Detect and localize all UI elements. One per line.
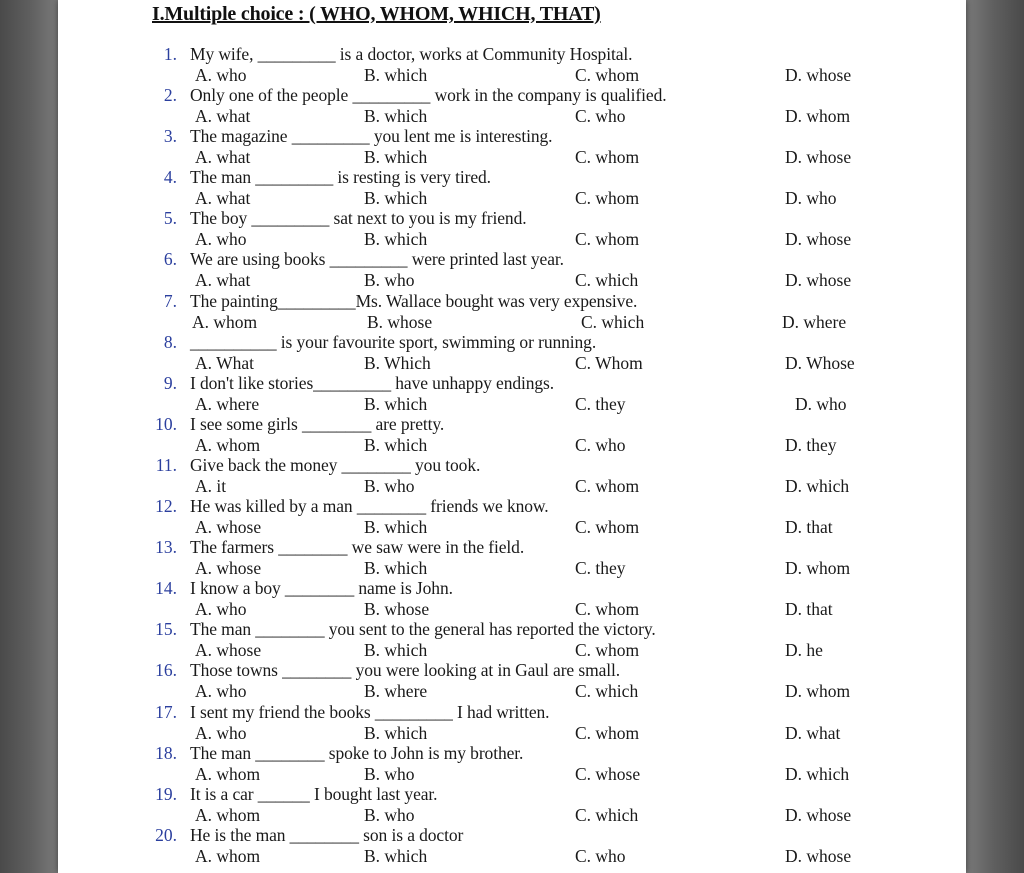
question-item (0, 496, 1024, 537)
option-a: A. whom (195, 434, 261, 455)
answer-options (0, 476, 1024, 496)
option-b: B. whose (364, 599, 430, 620)
question-number: 8. (163, 331, 177, 352)
option-a: A. who (195, 65, 247, 85)
option-d: D. they (785, 434, 837, 455)
option-c: C. whom (575, 475, 640, 496)
option-b: B. which (364, 640, 428, 661)
question-item (0, 537, 1024, 578)
question-line (0, 332, 1024, 353)
question-number: 11. (155, 454, 177, 475)
question-item (0, 825, 1024, 866)
option-c: C. whom (575, 65, 640, 85)
option-d: D. where (782, 311, 847, 332)
option-d: D. what (785, 722, 841, 743)
option-a: A. who (195, 229, 247, 250)
answer-options (0, 65, 1024, 85)
answer-options (0, 270, 1024, 290)
question-text: The man ________ you sent to the general has reported the victory. (190, 619, 656, 640)
option-c: C. whom (575, 147, 640, 168)
option-a: A. what (195, 270, 251, 291)
option-c: C. which (575, 804, 639, 825)
question-text: Give back the money ________ you took. (190, 454, 481, 475)
option-c: C. they (575, 558, 626, 579)
option-b: B. which (364, 147, 428, 168)
question-text: The farmers ________ we saw were in the field. (190, 537, 525, 558)
answer-options (0, 394, 1024, 414)
answer-options (0, 312, 1024, 332)
question-item (0, 208, 1024, 249)
answer-options (0, 229, 1024, 249)
question-number: 19. (155, 783, 177, 804)
question-text: The boy _________ sat next to you is my friend. (190, 208, 527, 229)
option-d: D. whose (785, 845, 852, 866)
option-c: C. which (581, 311, 645, 332)
option-b: B. which (364, 393, 428, 414)
question-line (0, 702, 1024, 723)
question-item (0, 249, 1024, 290)
question-line (0, 249, 1024, 270)
option-a: A. whom (195, 845, 261, 866)
option-c: C. whom (575, 517, 640, 538)
question-text: We are using books _________ were printed last year. (190, 249, 564, 270)
option-d: D. whose (785, 270, 852, 291)
question-line (0, 44, 1024, 65)
answer-options (0, 147, 1024, 167)
option-c: C. who (575, 845, 626, 866)
answer-options (0, 640, 1024, 660)
option-b: B. Which (364, 352, 431, 373)
question-line (0, 85, 1024, 106)
option-c: C. whom (575, 640, 640, 661)
answer-options (0, 517, 1024, 537)
option-d: D. whom (785, 558, 851, 579)
option-c: C. whom (575, 188, 640, 209)
option-c: C. which (575, 681, 639, 702)
option-a: A. whom (195, 804, 261, 825)
option-a: A. whom (192, 311, 258, 332)
question-line (0, 291, 1024, 312)
option-d: D. which (785, 763, 850, 784)
answer-options (0, 188, 1024, 208)
question-text: The painting_________Ms. Wallace bought was very expensive. (190, 290, 638, 311)
question-item (0, 660, 1024, 701)
question-line (0, 414, 1024, 435)
question-text: Those towns ________ you were looking at in Gaul are small. (190, 660, 621, 681)
answer-options (0, 805, 1024, 825)
option-d: D. Whose (785, 352, 855, 373)
option-c: C. they (575, 393, 626, 414)
question-text: The magazine _________ you lent me is interesting. (190, 126, 553, 147)
question-line (0, 208, 1024, 229)
question-number: 13. (155, 537, 177, 558)
question-item (0, 167, 1024, 208)
question-text: My wife, _________ is a doctor, works at Community Hospital. (190, 44, 633, 64)
option-b: B. whose (367, 311, 433, 332)
option-b: B. which (364, 517, 428, 538)
question-text: The man _________ is resting is very tired. (190, 167, 491, 188)
option-b: B. who (364, 763, 415, 784)
question-number: 4. (163, 167, 177, 188)
option-c: C. whom (575, 599, 640, 620)
option-a: A. what (195, 106, 251, 127)
question-text: I see some girls ________ are pretty. (190, 413, 445, 434)
option-a: A. who (195, 722, 247, 743)
option-d: D. which (785, 475, 850, 496)
question-line (0, 455, 1024, 476)
question-item (0, 373, 1024, 414)
option-c: C. whom (575, 229, 640, 250)
option-a: A. who (195, 599, 247, 620)
question-line (0, 743, 1024, 764)
question-number: 16. (155, 660, 177, 681)
option-d: D. whose (785, 147, 852, 168)
option-b: B. who (364, 804, 415, 825)
question-text: I don't like stories_________ have unhappy endings. (190, 372, 555, 393)
option-b: B. which (364, 188, 428, 209)
question-number: 6. (163, 249, 177, 270)
question-text: He is the man ________ son is a doctor (190, 824, 464, 845)
option-a: A. what (195, 188, 251, 209)
question-number: 7. (163, 290, 177, 311)
question-item (0, 784, 1024, 825)
question-number: 2. (163, 85, 177, 106)
question-line (0, 619, 1024, 640)
answer-options (0, 764, 1024, 784)
question-item (0, 44, 1024, 85)
answer-options (0, 558, 1024, 578)
question-item (0, 291, 1024, 332)
question-line (0, 537, 1024, 558)
question-line (0, 825, 1024, 846)
question-line (0, 167, 1024, 188)
option-b: B. who (364, 475, 415, 496)
question-text: The man ________ spoke to John is my brother. (190, 742, 524, 763)
option-b: B. which (364, 229, 428, 250)
option-a: A. where (195, 393, 260, 414)
option-d: D. who (795, 393, 847, 414)
option-b: B. which (364, 434, 428, 455)
question-number: 14. (155, 578, 177, 599)
question-number: 18. (155, 742, 177, 763)
question-number: 5. (163, 208, 177, 229)
question-number: 17. (155, 701, 177, 722)
option-c: C. who (575, 106, 626, 127)
answer-options (0, 435, 1024, 455)
question-text: I sent my friend the books _________ I had written. (190, 701, 550, 722)
question-list (0, 44, 1024, 866)
option-b: B. where (364, 681, 428, 702)
option-a: A. whom (195, 763, 261, 784)
question-item (0, 414, 1024, 455)
question-item (0, 332, 1024, 373)
question-item (0, 455, 1024, 496)
option-a: A. whose (195, 558, 262, 579)
question-number: 12. (155, 496, 177, 517)
question-item (0, 578, 1024, 619)
option-d: D. whom (785, 106, 851, 127)
option-a: A. whose (195, 517, 262, 538)
answer-options (0, 353, 1024, 373)
answer-options (0, 846, 1024, 866)
question-line (0, 373, 1024, 394)
answer-options (0, 599, 1024, 619)
answer-options (0, 106, 1024, 126)
option-d: D. that (785, 599, 833, 620)
option-c: C. whom (575, 722, 640, 743)
option-a: A. who (195, 681, 247, 702)
option-a: A. whose (195, 640, 262, 661)
option-b: B. which (364, 65, 428, 85)
option-d: D. whose (785, 229, 852, 250)
question-text: It is a car ______ I bought last year. (190, 783, 438, 804)
question-text: I know a boy ________ name is John. (190, 578, 453, 599)
question-item (0, 85, 1024, 126)
option-b: B. which (364, 558, 428, 579)
option-c: C. who (575, 434, 626, 455)
question-number: 3. (163, 126, 177, 147)
question-number: 9. (163, 372, 177, 393)
question-number: 10. (155, 413, 177, 434)
question-line (0, 126, 1024, 147)
option-d: D. that (785, 517, 833, 538)
option-b: B. who (364, 270, 415, 291)
option-d: D. whom (785, 681, 851, 702)
question-item (0, 619, 1024, 660)
question-line (0, 496, 1024, 517)
option-d: D. whose (785, 804, 852, 825)
option-a: A. it (195, 475, 227, 496)
question-item (0, 126, 1024, 167)
question-text: Only one of the people _________ work in the company is qualified. (190, 85, 667, 106)
option-d: D. who (785, 188, 837, 209)
question-text: He was killed by a man ________ friends we know. (190, 496, 549, 517)
option-a: A. what (195, 147, 251, 168)
option-c: C. Whom (575, 352, 643, 373)
question-number: 20. (155, 824, 177, 845)
question-line (0, 660, 1024, 681)
question-item (0, 702, 1024, 743)
question-number: 15. (155, 619, 177, 640)
answer-options (0, 681, 1024, 701)
option-b: B. which (364, 845, 428, 866)
option-b: B. which (364, 106, 428, 127)
option-c: C. which (575, 270, 639, 291)
answer-options (0, 723, 1024, 743)
option-a: A. What (195, 352, 254, 373)
option-c: C. whose (575, 763, 641, 784)
question-line (0, 578, 1024, 599)
question-line (0, 784, 1024, 805)
option-b: B. which (364, 722, 428, 743)
option-d: D. he (785, 640, 823, 661)
question-text: __________ is your favourite sport, swimming or running. (190, 331, 597, 352)
option-d: D. whose (785, 65, 852, 85)
question-item (0, 743, 1024, 784)
question-number: 1. (163, 44, 177, 64)
section-title: I.Multiple choice : ( WHO, WHOM, WHICH, THAT) (152, 3, 601, 25)
